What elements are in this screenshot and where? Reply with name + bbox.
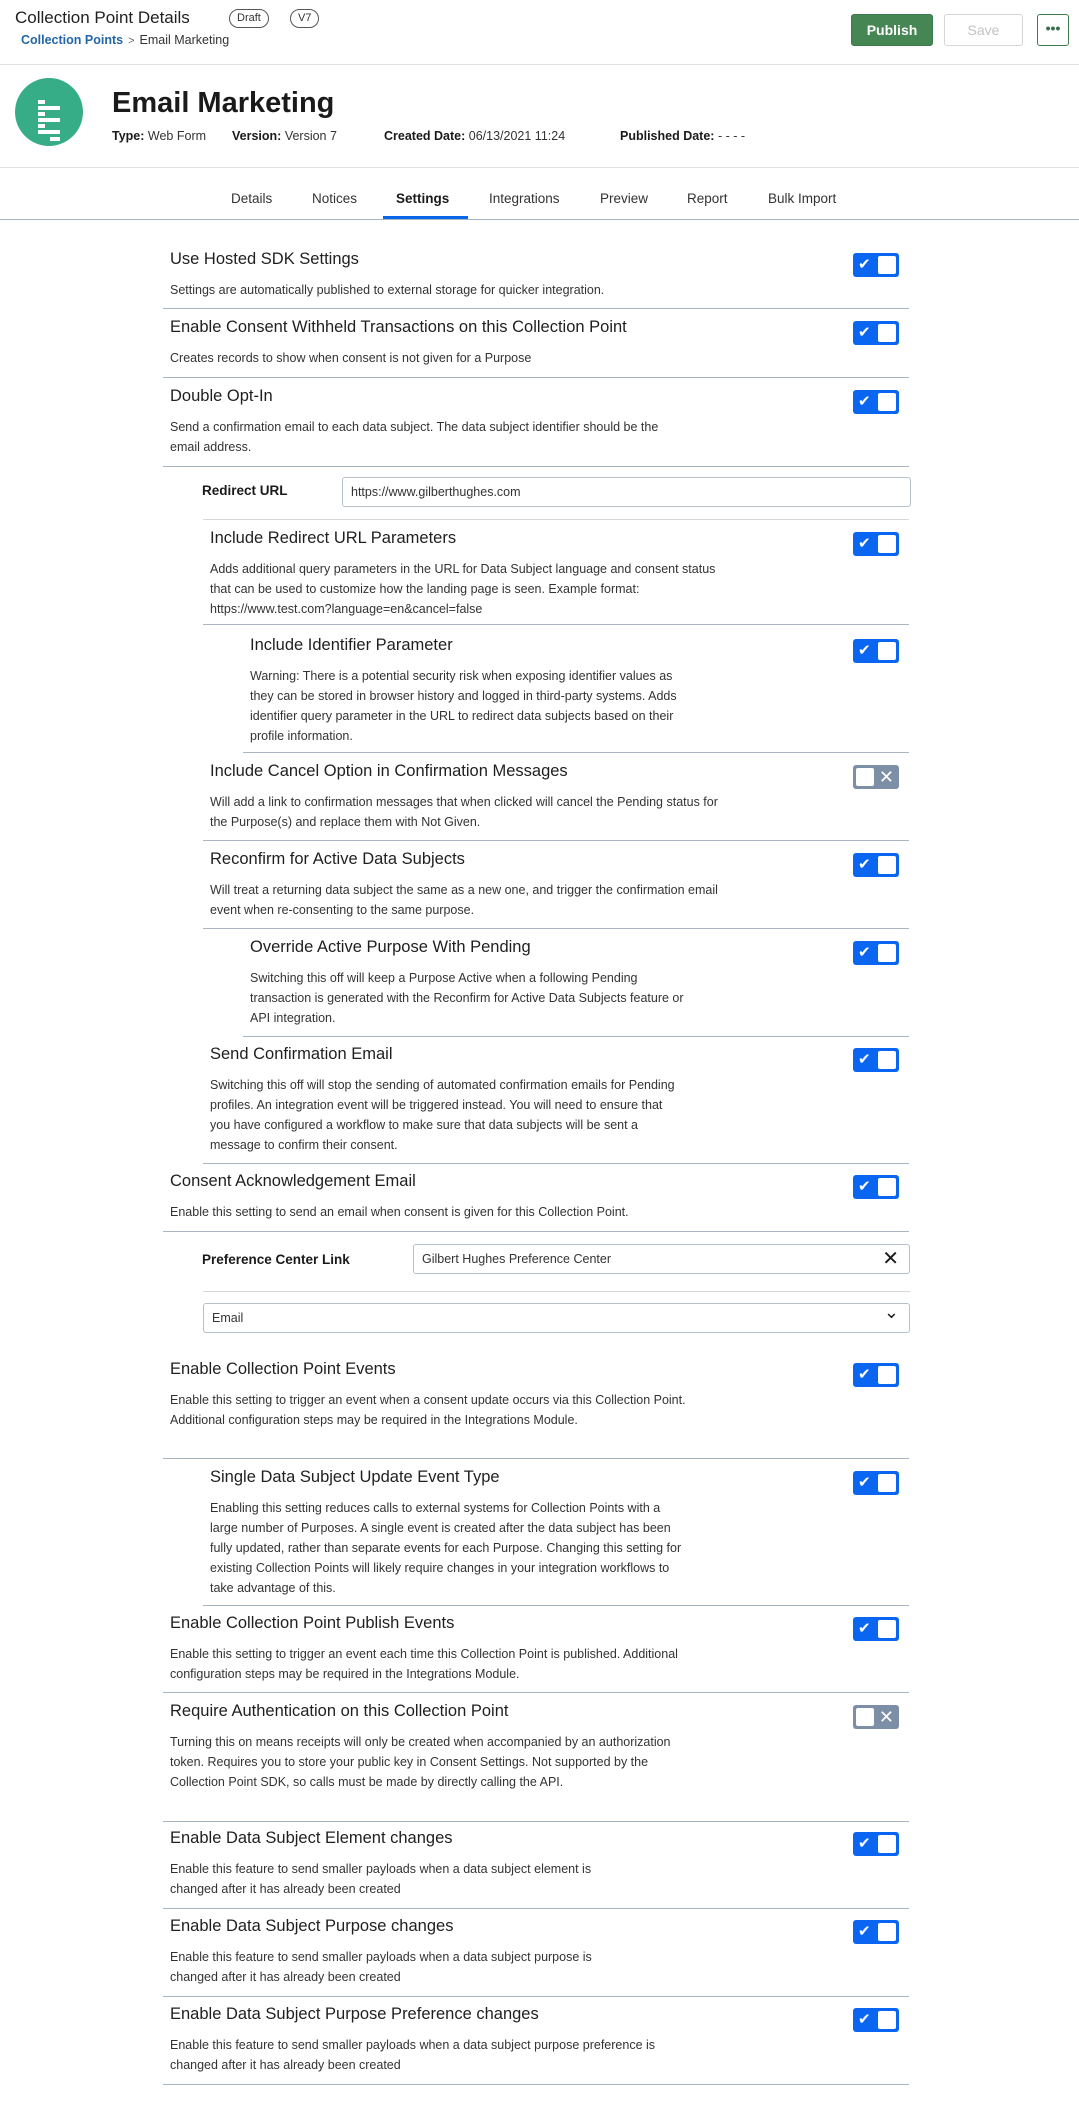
tab-bulk-import[interactable]: Bulk Import xyxy=(768,191,837,206)
check-icon: ✔ xyxy=(858,944,871,961)
check-icon: ✔ xyxy=(858,1923,871,1940)
setting-desc: Adds additional query parameters in the URL for Data Subject language and consent status that can be used to customize how the landing page is seen. Example format: https://www.test.com?language=en&cancel=false xyxy=(210,562,716,616)
divider xyxy=(163,377,909,378)
top-header xyxy=(0,0,1079,65)
divider xyxy=(163,1996,909,1997)
check-icon: ✔ xyxy=(858,642,871,659)
breadcrumb xyxy=(21,33,229,47)
redirect-url-label: Redirect URL xyxy=(202,483,288,498)
toggle-single-update-event[interactable] xyxy=(853,1471,899,1495)
setting-title: Include Cancel Option in Confirmation Messages xyxy=(210,762,568,780)
tab-report[interactable]: Report xyxy=(687,191,728,206)
divider xyxy=(163,1821,909,1822)
setting-title: Include Redirect URL Parameters xyxy=(210,529,457,547)
check-icon: ✔ xyxy=(858,856,871,873)
more-options-button[interactable] xyxy=(1037,14,1069,46)
divider xyxy=(163,308,909,309)
meta-published-date: Published Date: - - - - xyxy=(620,129,746,143)
meta-version: Version: Version 7 xyxy=(232,129,337,143)
tab-preview[interactable]: Preview xyxy=(600,191,649,206)
toggle-reconfirm[interactable] xyxy=(853,853,899,877)
setting-desc: Enable this feature to send smaller payloads when a data subject purpose is changed after it has already been created xyxy=(170,1950,592,1984)
toggle-purpose-preference-changes[interactable] xyxy=(853,2008,899,2032)
divider xyxy=(163,1231,909,1232)
divider xyxy=(203,1291,910,1292)
preference-center-label: Preference Center Link xyxy=(202,1252,350,1267)
setting-title: Single Data Subject Update Event Type xyxy=(210,1468,500,1486)
version-badge: V7 xyxy=(290,9,319,28)
meta-created-date: Created Date: 06/13/2021 11:24 xyxy=(384,129,566,143)
setting-title: Use Hosted SDK Settings xyxy=(170,250,359,268)
setting-desc: Enable this setting to send an email when consent is given for this Collection Point. xyxy=(170,1205,629,1219)
toggle-consent-withheld[interactable] xyxy=(853,321,899,345)
divider xyxy=(203,519,909,520)
status-badge: Draft xyxy=(229,9,269,28)
breadcrumb-current: Email Marketing xyxy=(139,33,230,47)
toggle-cancel-option[interactable] xyxy=(853,765,899,789)
setting-title: Enable Consent Withheld Transactions on this Collection Point xyxy=(170,318,627,336)
setting-desc: Enable this feature to send smaller payloads when a data subject purpose preference is changed after it has already been created xyxy=(170,2038,656,2072)
check-icon: ✔ xyxy=(858,2011,871,2028)
toggle-consent-ack-email[interactable] xyxy=(853,1175,899,1199)
entity-name: Email Marketing xyxy=(112,87,335,119)
check-icon: ✔ xyxy=(858,1620,871,1637)
toggle-redirect-url-params[interactable] xyxy=(853,532,899,556)
ellipsis-icon: ••• xyxy=(1045,20,1061,36)
divider xyxy=(203,928,909,929)
check-icon: ✔ xyxy=(858,324,871,341)
setting-title: Enable Collection Point Events xyxy=(170,1360,396,1378)
breadcrumb-collection-points-link[interactable]: Collection Points xyxy=(21,33,124,47)
setting-desc: Switching this off will stop the sending of automated confirmation emails for Pending profiles. An integration event will be triggered instead. You will need to ensure that you have configured a workflow to make sure that data subjects will be sent a message to confirm their consent. xyxy=(210,1078,675,1152)
check-icon: ✔ xyxy=(858,1835,871,1852)
setting-desc: Send a confirmation email to each data subject. The data subject identifier should be the email address. xyxy=(170,420,659,454)
divider xyxy=(163,2084,909,2085)
setting-title: Send Confirmation Email xyxy=(210,1045,393,1063)
check-icon: ✔ xyxy=(858,256,871,273)
toggle-override-active-purpose[interactable] xyxy=(853,941,899,965)
setting-desc: Enabling this setting reduces calls to external systems for Collection Points with a large number of Purposes. A single event is created after the data subject has been fully updated, rather than separate events for each Purpose. Changing this setting for existing Collection Points will likely require changes in your integration workflows to take advantage of this. xyxy=(210,1501,682,1595)
tab-settings[interactable]: Settings xyxy=(396,191,450,206)
tab-integrations[interactable]: Integrations xyxy=(489,191,560,206)
chevron-down-icon: ⌄ xyxy=(883,1302,899,1322)
close-icon: ✕ xyxy=(878,767,894,787)
divider xyxy=(203,624,909,625)
divider xyxy=(243,1036,909,1037)
toggle-send-confirmation-email[interactable] xyxy=(853,1048,899,1072)
setting-desc: Will add a link to confirmation messages that when clicked will cancel the Pending status for the Purpose(s) and replace them with Not Given. xyxy=(210,795,718,829)
setting-desc: Enable this setting to trigger an event when a consent update occurs via this Collection Point. Additional configuration steps may be required in the Integrations Module. xyxy=(170,1393,686,1427)
tab-bar xyxy=(0,168,1079,220)
active-tab-indicator xyxy=(383,216,468,219)
toggle-collection-point-events[interactable] xyxy=(853,1363,899,1387)
setting-title: Enable Collection Point Publish Events xyxy=(170,1614,455,1632)
divider xyxy=(163,1458,909,1459)
divider xyxy=(163,466,909,467)
form-list-icon xyxy=(15,78,83,146)
toggle-purpose-changes[interactable] xyxy=(853,1920,899,1944)
close-icon: ✕ xyxy=(878,1707,894,1727)
setting-title: Enable Data Subject Purpose changes xyxy=(170,1917,454,1935)
check-icon: ✔ xyxy=(858,1178,871,1195)
divider xyxy=(203,1163,909,1164)
setting-title: Override Active Purpose With Pending xyxy=(250,938,531,956)
toggle-hosted-sdk[interactable] xyxy=(853,253,899,277)
setting-title: Reconfirm for Active Data Subjects xyxy=(210,850,465,868)
redirect-url-input[interactable]: https://www.gilberthughes.com xyxy=(342,477,911,507)
tab-details[interactable]: Details xyxy=(231,191,273,206)
save-button[interactable]: Save xyxy=(944,14,1023,46)
setting-desc: Enable this setting to trigger an event each time this Collection Point is published. Additional configuration steps may be required in the Integrations Module. xyxy=(170,1647,678,1681)
setting-title: Double Opt-In xyxy=(170,387,273,405)
check-icon: ✔ xyxy=(858,393,871,410)
check-icon: ✔ xyxy=(858,1051,871,1068)
divider xyxy=(243,752,909,753)
setting-desc: Enable this feature to send smaller payloads when a data subject element is changed after it has already been created xyxy=(170,1862,592,1896)
check-icon: ✔ xyxy=(858,535,871,552)
check-icon: ✔ xyxy=(858,1366,871,1383)
setting-desc: Turning this on means receipts will only be created when accompanied by an authorization token. Requires you to store your public key in Consent Settings. Not supported by the Collection Point SDK, so calls must be made by directly calling the API. xyxy=(170,1735,671,1789)
channel-select[interactable]: Email ⌄ xyxy=(203,1303,910,1333)
setting-title: Include Identifier Parameter xyxy=(250,636,453,654)
setting-desc: Warning: There is a potential security risk when exposing identifier values as they can be stored in browser history and logged in third-party systems. Adds identifier query parameter in the URL to redirect data subjects based on their profile information. xyxy=(250,669,677,743)
toggle-double-opt-in[interactable] xyxy=(853,390,899,414)
setting-desc: Creates records to show when consent is not given for a Purpose xyxy=(170,351,532,365)
meta-type: Type: Web Form xyxy=(112,129,207,143)
entity-header xyxy=(0,65,1079,168)
toggle-identifier-param[interactable] xyxy=(853,639,899,663)
check-icon: ✔ xyxy=(858,1474,871,1491)
page-title: Collection Point Details xyxy=(15,8,190,27)
setting-title: Consent Acknowledgement Email xyxy=(170,1172,416,1190)
clear-icon[interactable]: ✕ xyxy=(882,1248,899,1270)
publish-button[interactable]: Publish xyxy=(851,14,933,46)
setting-title: Require Authentication on this Collection Point xyxy=(170,1702,509,1720)
toggle-require-authentication[interactable] xyxy=(853,1705,899,1729)
preference-center-input[interactable]: Gilbert Hughes Preference Center ✕ xyxy=(413,1244,910,1274)
setting-title: Enable Data Subject Element changes xyxy=(170,1829,453,1847)
toggle-publish-events[interactable] xyxy=(853,1617,899,1641)
divider xyxy=(163,1692,909,1693)
breadcrumb-separator-icon: > xyxy=(128,35,135,47)
setting-desc: Settings are automatically published to external storage for quicker integration. xyxy=(170,283,605,297)
setting-desc: Switching this off will keep a Purpose Active when a following Pending transaction is generated with the Reconfirm for Active Data Subjects feature or API integration. xyxy=(250,971,684,1025)
setting-title: Enable Data Subject Purpose Preference changes xyxy=(170,2005,539,2023)
toggle-element-changes[interactable] xyxy=(853,1832,899,1856)
divider xyxy=(203,1605,909,1606)
tab-notices[interactable]: Notices xyxy=(312,191,358,206)
setting-desc: Will treat a returning data subject the same as a new one, and trigger the confirmation email event when re-consenting to the same purpose. xyxy=(210,883,718,917)
divider xyxy=(203,840,909,841)
divider xyxy=(163,1908,909,1909)
